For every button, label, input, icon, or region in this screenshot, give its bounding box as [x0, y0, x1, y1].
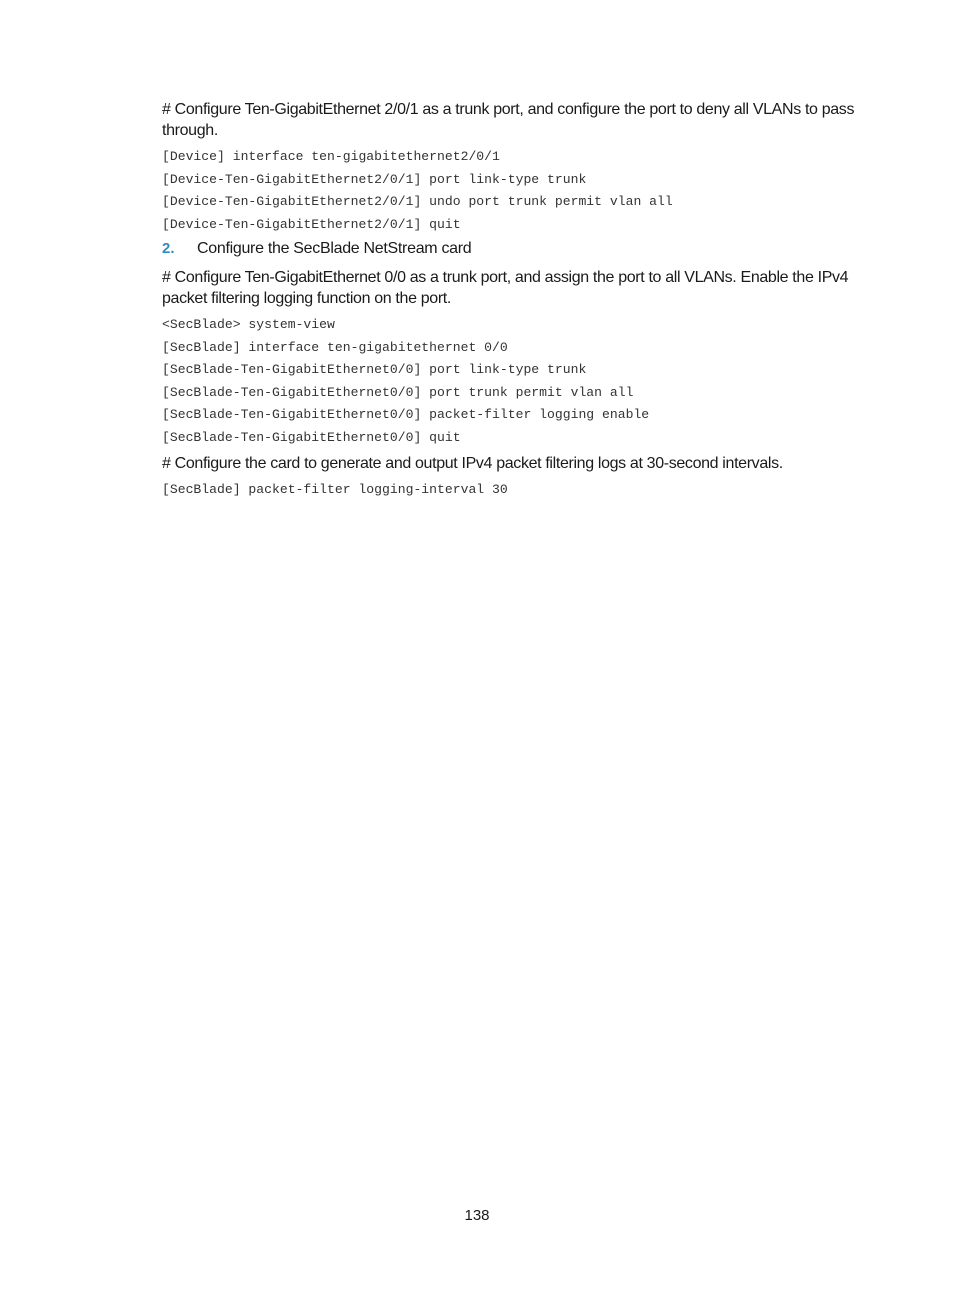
code-line: [SecBlade-Ten-GigabitEthernet0/0] port trunk permit vlan all — [162, 384, 634, 400]
code-line: <SecBlade> system-view — [162, 317, 335, 332]
code-line: [SecBlade] packet-filter logging-interval 30 — [162, 482, 508, 497]
document-body — [162, 99, 872, 506]
code-block-logging-interval — [162, 479, 872, 502]
code-line: [Device] interface ten-gigabitethernet2/0/1 — [162, 149, 500, 164]
code-line: [Device-Ten-GigabitEthernet2/0/1] port link-type trunk — [162, 171, 587, 187]
paragraph-configure-device-port: # Configure Ten-GigabitEthernet 2/0/1 as a trunk port, and configure the port to deny all VLANs to pass through. — [162, 101, 855, 139]
step-item-2 — [162, 240, 872, 258]
code-line: [SecBlade] interface ten-gigabitethernet 0/0 — [162, 339, 508, 355]
code-line: [Device-Ten-GigabitEthernet2/0/1] quit — [162, 216, 461, 232]
code-block-secblade — [162, 314, 872, 449]
step-text: Configure the SecBlade NetStream card — [197, 240, 472, 257]
code-block-device — [162, 146, 872, 236]
step-number: 2. — [162, 240, 175, 257]
page-number: 138 — [464, 1207, 490, 1224]
code-line: [SecBlade-Ten-GigabitEthernet0/0] quit — [162, 429, 461, 445]
code-line: [Device-Ten-GigabitEthernet2/0/1] undo port trunk permit vlan all — [162, 194, 673, 209]
paragraph-configure-secblade-port: # Configure Ten-GigabitEthernet 0/0 as a trunk port, and assign the port to all VLANs. Enable the IPv4 packet filtering logging function on the port. — [162, 269, 849, 307]
paragraph-configure-logging-interval: # Configure the card to generate and output IPv4 packet filtering logs at 30-second intervals. — [162, 455, 783, 472]
code-line: [SecBlade-Ten-GigabitEthernet0/0] port link-type trunk — [162, 362, 587, 377]
code-line: [SecBlade-Ten-GigabitEthernet0/0] packet-filter logging enable — [162, 407, 650, 422]
